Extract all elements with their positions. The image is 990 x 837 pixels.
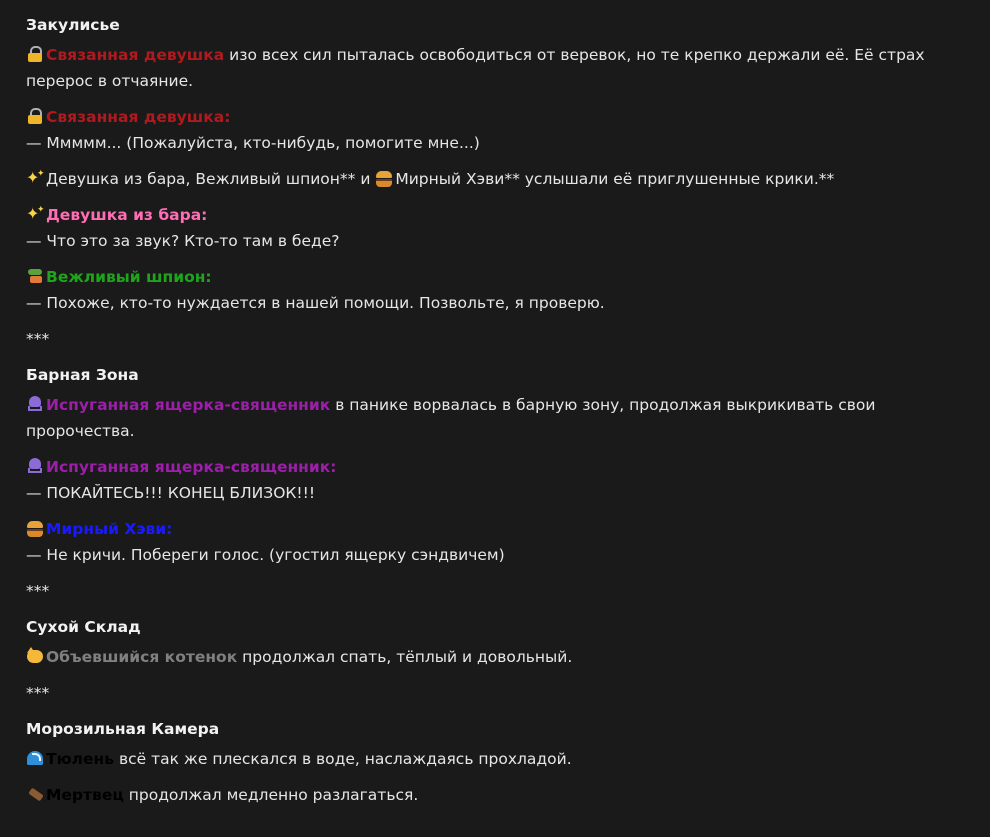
- speaker-name: Испуганная ящерка-священник:: [46, 458, 337, 476]
- log-entry: [26, 644, 964, 670]
- log-entry: [26, 166, 964, 192]
- narration-text: всё так же плескался в воде, наслаждаясь прохладой.: [114, 750, 572, 768]
- character-name: Испуганная ящерка-священник: [46, 396, 331, 414]
- log-entry: [26, 392, 964, 444]
- character-name: Тюлень: [46, 750, 115, 768]
- sparkle-icon: [26, 205, 44, 223]
- speaker-name: Мирный Хэви:: [46, 520, 173, 538]
- log-entry: [26, 746, 964, 772]
- log-entry: [26, 42, 964, 94]
- coffin-icon: [26, 785, 44, 803]
- section-heading-backstage: Закулисье: [26, 16, 120, 34]
- burger-icon: [375, 169, 393, 187]
- dialogue-line: — Похоже, кто-то нуждается в нашей помощи. Позвольте, я проверю.: [26, 294, 605, 312]
- character-name: Мертвец: [46, 786, 124, 804]
- log-entry: [26, 516, 964, 568]
- character-name: Связанная девушка: [46, 46, 225, 64]
- separator: ***: [26, 684, 50, 702]
- log-entry: [26, 104, 964, 156]
- dialogue-line: — Что это за звук? Кто-то там в беде?: [26, 232, 340, 250]
- speaker-name: Вежливый шпион:: [46, 268, 212, 286]
- dialogue-line: — Ммммм... (Пожалуйста, кто-нибудь, помогите мне...): [26, 134, 480, 152]
- sparkle-icon: [26, 169, 44, 187]
- log-entry: [26, 264, 964, 316]
- narration-text: продолжал спать, тёплый и довольный.: [237, 648, 573, 666]
- log-entry: [26, 782, 964, 808]
- wave-icon: [26, 749, 44, 767]
- dialogue-line: — Не кричи. Побереги голос. (угостил ящерку сэндвичем): [26, 546, 505, 564]
- lock-icon: [26, 45, 44, 63]
- narration-text: Мирный Хэви** услышали её приглушенные крики.**: [395, 170, 835, 188]
- separator: ***: [26, 330, 50, 348]
- burger-icon: [26, 519, 44, 537]
- section-heading-freezer: Морозильная Камера: [26, 720, 220, 738]
- cat-icon: [26, 647, 44, 665]
- speaker-name: Связанная девушка:: [46, 108, 231, 126]
- narration-text: продолжал медленно разлагаться.: [123, 786, 419, 804]
- dialogue-line: — ПОКАЙТЕСЬ!!! КОНЕЦ БЛИЗОК!!!: [26, 484, 316, 502]
- speaker-name: Девушка из бара:: [46, 206, 208, 224]
- log-entry: [26, 202, 964, 254]
- narration-text: Девушка из бара, Вежливый шпион** и: [46, 170, 376, 188]
- alien-icon: [26, 395, 44, 413]
- alien-icon: [26, 457, 44, 475]
- log-entry: [26, 454, 964, 506]
- character-name: Объевшийся котенок: [46, 648, 238, 666]
- section-heading-bar-zone: Барная Зона: [26, 366, 139, 384]
- narration-text: изо всех сил пыталась освободиться от веревок, но те крепко держали её. Её страх перерос в отчаяние.: [26, 46, 925, 90]
- section-heading-dry-storage: Сухой Склад: [26, 618, 141, 636]
- narration-text: в панике ворвалась в барную зону, продолжая выкрикивать свои пророчества.: [26, 396, 876, 440]
- lock-icon: [26, 107, 44, 125]
- spy-icon: [26, 267, 44, 285]
- separator: ***: [26, 582, 50, 600]
